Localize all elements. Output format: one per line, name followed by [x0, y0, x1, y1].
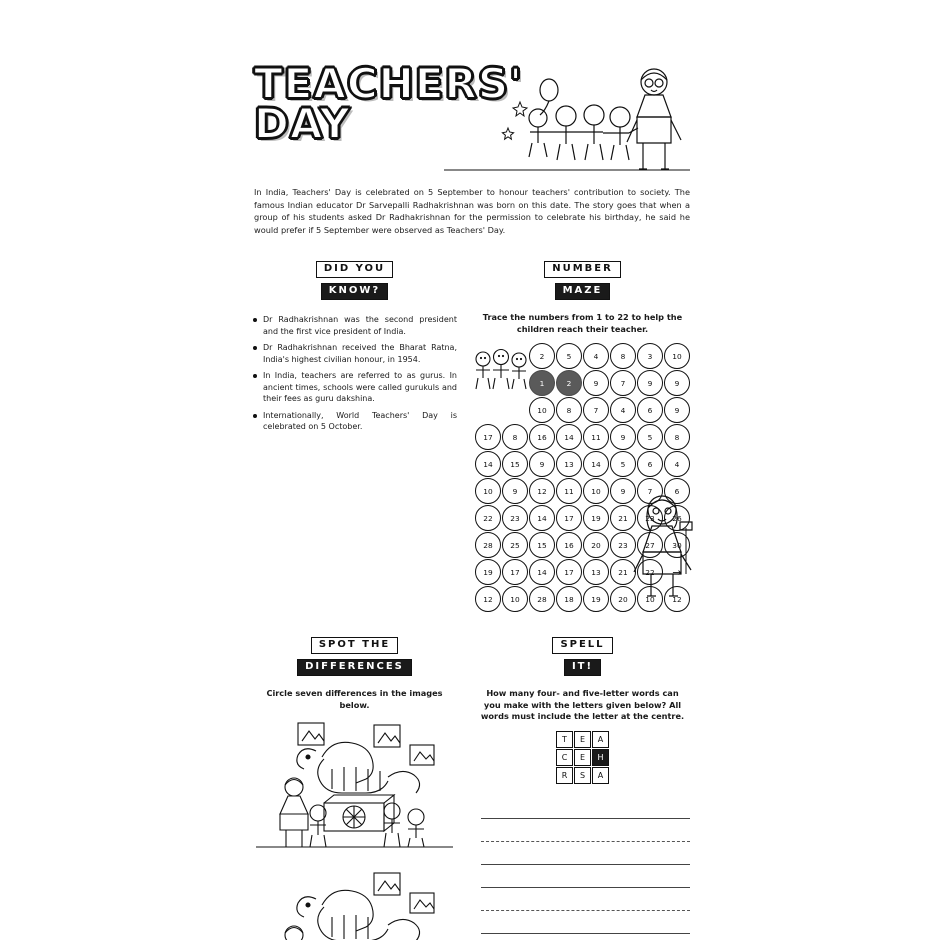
- did-you-know-list: [252, 314, 457, 433]
- maze-cell[interactable]: 12: [529, 478, 555, 504]
- letter-cell-highlighted: H: [592, 749, 609, 766]
- maze-cell[interactable]: 9: [610, 478, 636, 504]
- spot-differences-banner-line2: DIFFERENCES: [297, 659, 412, 676]
- list-item: Dr Radhakrishnan was the second president and the first vice president of India.: [252, 314, 457, 337]
- number-maze-instruction: Trace the numbers from 1 to 22 to help the children reach their teacher.: [482, 312, 683, 334]
- maze-cell[interactable]: 17: [502, 559, 528, 585]
- maze-exit-arrow-icon: →: [664, 559, 690, 585]
- maze-cell[interactable]: 14: [529, 505, 555, 531]
- maze-cell[interactable]: 6: [637, 451, 663, 477]
- spell-it-letter-grid: [475, 731, 690, 784]
- maze-cell[interactable]: 16: [529, 424, 555, 450]
- maze-cell[interactable]: 13: [583, 559, 609, 585]
- maze-cell-start[interactable]: 1: [529, 370, 555, 396]
- maze-cell[interactable]: 20: [583, 532, 609, 558]
- maze-cell[interactable]: 7: [610, 370, 636, 396]
- letter-cell: T: [556, 731, 573, 748]
- maze-cell[interactable]: 18: [556, 586, 582, 612]
- children-and-teacher-illustration: [442, 58, 692, 178]
- number-maze-banner-line2: MAZE: [555, 283, 611, 300]
- maze-cell[interactable]: 19: [475, 559, 501, 585]
- maze-cell[interactable]: 23: [502, 505, 528, 531]
- maze-cell[interactable]: 28: [475, 532, 501, 558]
- number-maze-banner: [544, 258, 621, 302]
- maze-cell[interactable]: 10: [529, 397, 555, 423]
- spell-it-banner-line2: IT!: [564, 659, 601, 676]
- maze-cell-start[interactable]: 2: [556, 370, 582, 396]
- maze-cell[interactable]: 2: [529, 343, 555, 369]
- maze-cell[interactable]: 9: [664, 370, 690, 396]
- maze-cell[interactable]: 4: [610, 397, 636, 423]
- page-title-line1: TEACHERS': [254, 59, 523, 108]
- maze-cell: [475, 397, 501, 423]
- letter-cell: R: [556, 767, 573, 784]
- answer-line[interactable]: [481, 796, 690, 819]
- maze-cell[interactable]: 4: [664, 451, 690, 477]
- maze-cell[interactable]: 27: [637, 532, 663, 558]
- maze-cell[interactable]: 17: [556, 505, 582, 531]
- list-item: In India, teachers are referred to as gurus. In ancient times, schools were called gurukuls and their fees as guru dakshina.: [252, 370, 457, 405]
- answer-line[interactable]: [481, 819, 690, 842]
- maze-cell[interactable]: 13: [556, 451, 582, 477]
- maze-cell[interactable]: 9: [637, 370, 663, 396]
- maze-cell[interactable]: 11: [583, 424, 609, 450]
- maze-cell[interactable]: 19: [583, 505, 609, 531]
- number-maze-grid-wrap: [475, 343, 690, 612]
- spell-it-banner: [552, 634, 612, 678]
- page-title-line2: DAY: [254, 99, 351, 148]
- maze-teacher-icon: [628, 488, 698, 598]
- spell-it-section: [475, 634, 690, 940]
- maze-cell[interactable]: 14: [583, 451, 609, 477]
- maze-cell[interactable]: 10: [637, 586, 663, 612]
- maze-cell[interactable]: 21: [610, 505, 636, 531]
- maze-cell[interactable]: 23: [610, 532, 636, 558]
- did-you-know-section: [252, 258, 457, 612]
- maze-cell[interactable]: 6: [637, 397, 663, 423]
- maze-cell[interactable]: 9: [610, 424, 636, 450]
- letter-cell: A: [592, 731, 609, 748]
- maze-cell[interactable]: 21: [610, 559, 636, 585]
- letter-cell: A: [592, 767, 609, 784]
- maze-cell[interactable]: 8: [610, 343, 636, 369]
- list-item: Dr Radhakrishnan received the Bharat Ratna, India's highest civilian honour, in 1954.: [252, 342, 457, 365]
- maze-cell[interactable]: 22: [475, 505, 501, 531]
- maze-cell[interactable]: 9: [529, 451, 555, 477]
- top-columns: [252, 258, 692, 612]
- maze-cell[interactable]: 17: [475, 424, 501, 450]
- maze-cell[interactable]: 30: [664, 532, 690, 558]
- maze-cell[interactable]: 9: [502, 478, 528, 504]
- did-you-know-banner-line2: KNOW?: [321, 283, 388, 300]
- spot-differences-image-bottom: [252, 865, 457, 940]
- maze-cell[interactable]: 19: [583, 586, 609, 612]
- worksheet-sheet: [252, 58, 692, 918]
- number-maze-section: [475, 258, 690, 612]
- bottom-columns: [252, 634, 692, 940]
- did-you-know-banner: [316, 258, 393, 302]
- maze-cell[interactable]: 10: [583, 478, 609, 504]
- maze-cell[interactable]: 8: [664, 424, 690, 450]
- maze-cell[interactable]: 15: [529, 532, 555, 558]
- spot-differences-banner-line1: SPOT THE: [311, 637, 398, 654]
- maze-cell[interactable]: 12: [475, 586, 501, 612]
- spell-it-instruction: How many four- and five-letter words can you make with the letters given below? All words must include the letter at the centre.: [480, 688, 685, 721]
- maze-cell[interactable]: 10: [502, 586, 528, 612]
- maze-cell[interactable]: 3: [637, 343, 663, 369]
- maze-cell[interactable]: 6: [664, 478, 690, 504]
- maze-cell[interactable]: 14: [556, 424, 582, 450]
- list-item: Internationally, World Teachers' Day is celebrated on 5 October.: [252, 410, 457, 433]
- maze-cell[interactable]: 5: [556, 343, 582, 369]
- letter-cell: C: [556, 749, 573, 766]
- number-maze-banner-line1: NUMBER: [544, 261, 621, 278]
- maze-cell[interactable]: 14: [475, 451, 501, 477]
- title-block: [252, 58, 692, 178]
- maze-cell[interactable]: 5: [610, 451, 636, 477]
- did-you-know-banner-line1: DID YOU: [316, 261, 393, 278]
- answer-line[interactable]: [481, 911, 690, 934]
- maze-cell[interactable]: 8: [556, 397, 582, 423]
- maze-cell[interactable]: 5: [637, 424, 663, 450]
- answer-line[interactable]: [481, 865, 690, 888]
- letter-cell: S: [574, 767, 591, 784]
- spell-it-banner-line1: SPELL: [552, 637, 612, 654]
- maze-cell[interactable]: 7: [637, 478, 663, 504]
- maze-cell[interactable]: 7: [583, 397, 609, 423]
- maze-cell[interactable]: 17: [556, 559, 582, 585]
- answer-line[interactable]: [481, 842, 690, 865]
- maze-cell[interactable]: 25: [502, 532, 528, 558]
- maze-cell: [502, 397, 528, 423]
- maze-cell[interactable]: 28: [529, 586, 555, 612]
- maze-cell[interactable]: 4: [583, 343, 609, 369]
- maze-cell[interactable]: 23: [637, 505, 663, 531]
- maze-cell[interactable]: 8: [502, 424, 528, 450]
- maze-cell[interactable]: 14: [529, 559, 555, 585]
- spot-differences-image-top: [252, 717, 457, 865]
- maze-cell[interactable]: 26: [664, 505, 690, 531]
- spot-differences-section: [252, 634, 457, 940]
- maze-cell[interactable]: 10: [475, 478, 501, 504]
- maze-cell[interactable]: 22: [637, 559, 663, 585]
- maze-cell[interactable]: 16: [556, 532, 582, 558]
- letter-cell: E: [574, 731, 591, 748]
- maze-cell[interactable]: 11: [556, 478, 582, 504]
- maze-cell[interactable]: 9: [583, 370, 609, 396]
- letter-cell-centre: E: [574, 749, 591, 766]
- spot-differences-banner: [297, 634, 412, 678]
- spot-differences-instruction: Circle seven differences in the images below.: [266, 688, 443, 710]
- maze-cell[interactable]: 20: [610, 586, 636, 612]
- answer-line[interactable]: [481, 888, 690, 911]
- answer-lines: [475, 796, 690, 934]
- maze-cell[interactable]: 9: [664, 397, 690, 423]
- maze-cell[interactable]: 15: [502, 451, 528, 477]
- intro-paragraph: In India, Teachers' Day is celebrated on 5 September to honour teachers' contribution to society. The famous Indian educator Dr Sarvepalli Radhakrishnan was born on this date. The story goes that when a group of his students asked Dr Radhakrishnan for the permission to celebrate his birthday, he said he would prefer if 5 September were observed as Teachers' Day.: [254, 187, 690, 235]
- maze-children-icon: [471, 345, 533, 393]
- maze-cell[interactable]: 10: [664, 343, 690, 369]
- maze-cell[interactable]: 12: [664, 586, 690, 612]
